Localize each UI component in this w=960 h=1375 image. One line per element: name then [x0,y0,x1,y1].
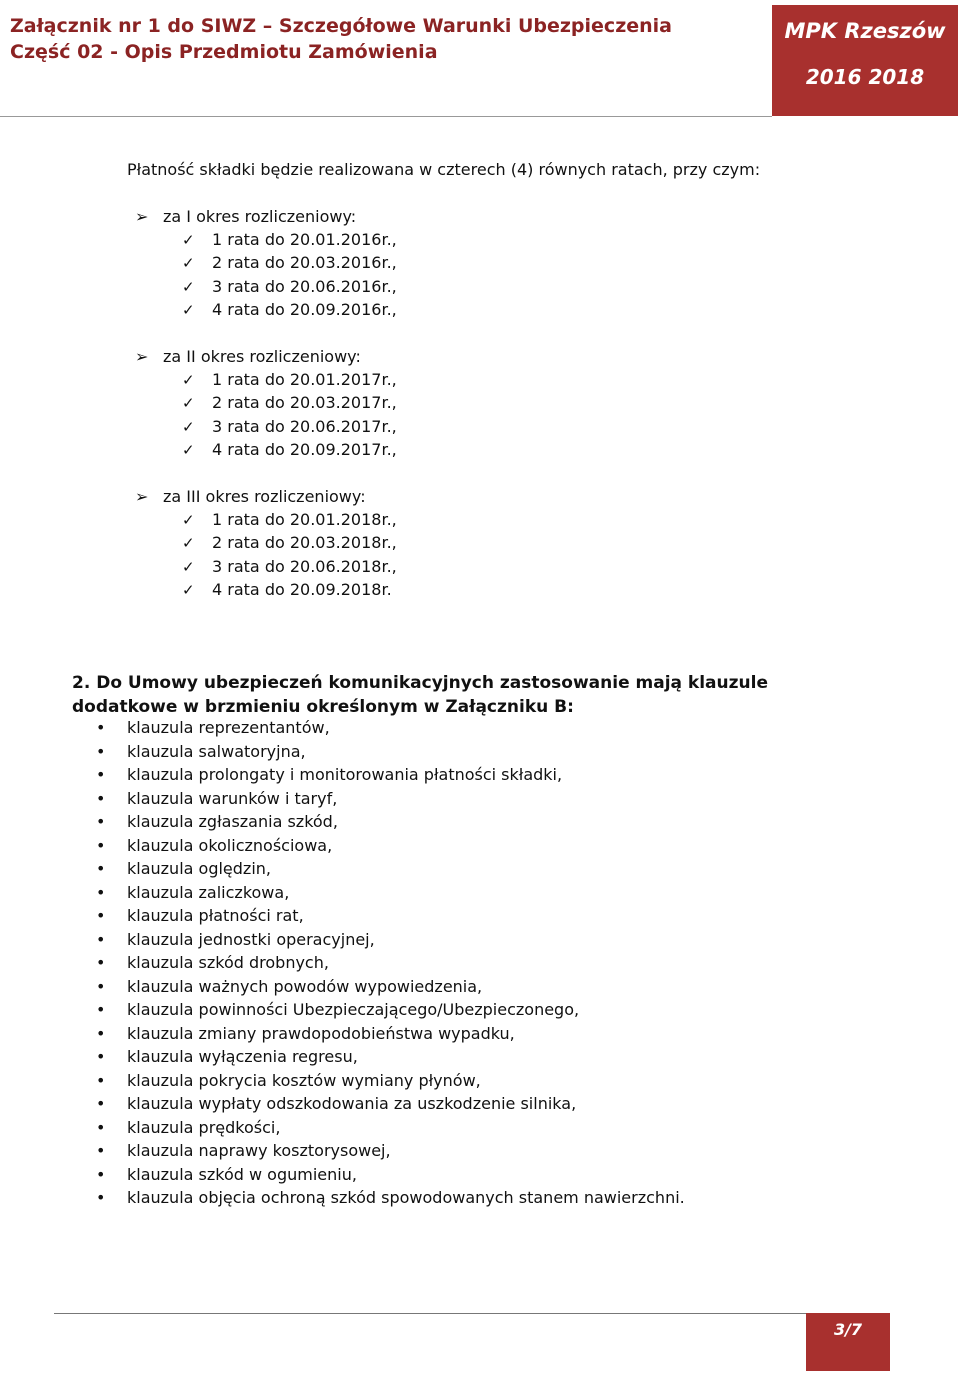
arrow-bullet-icon: ➢ [135,347,149,366]
installment-item [182,393,397,412]
bullet-dot-icon: • [96,1141,106,1160]
clause-text: klauzula prędkości, [127,1117,281,1137]
header-brand-box [772,5,958,116]
period-label [135,347,361,366]
bullet-dot-icon: • [96,929,106,949]
bullet-dot-icon: • [96,906,106,925]
checkmark-icon: ✓ [182,557,195,576]
clause-item [96,1141,391,1160]
installment-item [182,557,397,576]
bullet-dot-icon: • [96,765,106,784]
bullet-dot-icon: • [96,976,106,996]
clause-item [96,765,562,784]
clause-text: klauzula płatności rat, [127,906,304,925]
footer-page-box [806,1313,890,1371]
checkmark-icon: ✓ [182,534,195,553]
checkmark-icon: ✓ [182,300,195,319]
footer-divider [54,1313,806,1314]
installment-text: 2 rata do 20.03.2016r., [212,253,397,273]
bullet-dot-icon: • [96,741,106,761]
checkmark-icon: ✓ [182,277,195,296]
installment-item [182,440,397,459]
checkmark-icon: ✓ [182,417,195,436]
bullet-dot-icon: • [96,812,106,831]
clause-item [96,812,338,831]
clause-text: klauzula wyłączenia regresu, [127,1047,358,1066]
installment-item [182,230,397,249]
header-org: MPK Rzeszów [784,19,946,43]
installment-text: 3 rata do 20.06.2017r., [212,416,397,436]
clause-item [96,718,330,737]
period-label-text: za II okres rozliczeniowy: [163,347,361,366]
installment-item [182,417,397,436]
bullet-dot-icon: • [96,1047,106,1066]
clause-text: klauzula zgłaszania szkód, [127,812,338,831]
clause-item [96,977,482,996]
checkmark-icon: ✓ [182,254,195,273]
installment-text: 3 rata do 20.06.2018r., [212,556,397,576]
installment-item [182,370,397,389]
bullet-dot-icon: • [96,1188,106,1207]
clause-text: klauzula warunków i taryf, [127,788,338,808]
clause-item [96,1024,515,1043]
installment-item [182,300,397,319]
header-title-line1: Załącznik nr 1 do SIWZ – Szczegółowe Warunki Ubezpieczenia [10,15,673,37]
checkmark-icon: ✓ [182,394,195,413]
clause-text: klauzula objęcia ochroną szkód spowodowanych stanem nawierzchni. [127,1188,685,1207]
clause-text: klauzula salwatoryjna, [127,741,306,761]
clause-text: klauzula reprezentantów, [127,718,330,737]
clause-text: klauzula zaliczkowa, [127,882,290,902]
document-header-title [10,13,672,65]
payment-intro: Płatność składki będzie realizowana w czterech (4) równych ratach, przy czym: [127,160,761,179]
clause-text: klauzula oględzin, [127,859,271,878]
clause-item [96,1094,576,1113]
bullet-dot-icon: • [96,953,106,972]
page-number: 3/7 [833,1320,863,1339]
clause-text: klauzula szkód w ogumieniu, [127,1164,357,1184]
period-label-text: za I okres rozliczeniowy: [163,207,357,226]
clause-text: klauzula wypłaty odszkodowania za uszkodzenie silnika, [127,1094,577,1113]
period-label-text: za III okres rozliczeniowy: [163,487,366,506]
clause-item [96,1188,685,1207]
installment-text: 4 rata do 20.09.2017r., [212,439,397,459]
installment-item [182,580,392,599]
bullet-dot-icon: • [96,1094,106,1113]
clause-item [96,789,337,808]
installment-text: 2 rata do 20.03.2018r., [212,533,397,553]
bullet-dot-icon: • [96,1023,106,1043]
clause-item [96,1000,579,1019]
clause-text: klauzula szkód drobnych, [127,953,329,972]
clause-item [96,859,271,878]
bullet-dot-icon: • [96,1070,106,1090]
bullet-dot-icon: • [96,788,106,808]
installment-item [182,510,397,529]
clause-item [96,1071,481,1090]
clause-text: klauzula naprawy kosztorysowej, [127,1141,391,1160]
clause-text: klauzula powinności Ubezpieczającego/Ubezpieczonego, [127,1000,580,1019]
checkmark-icon: ✓ [182,231,195,249]
bullet-dot-icon: • [96,1000,106,1019]
clause-item [96,883,289,902]
installment-text: 1 rata do 20.01.2017r., [212,370,397,389]
section2-heading [72,671,768,719]
clause-text: klauzula ważnych powodów wypowiedzenia, [127,976,483,996]
clause-text: klauzula zmiany prawdopodobieństwa wypadku, [127,1023,515,1043]
bullet-dot-icon: • [96,835,106,855]
clause-item [96,836,332,855]
checkmark-icon: ✓ [182,371,195,389]
clause-item [96,930,375,949]
installment-text: 4 rata do 20.09.2016r., [212,299,397,319]
bullet-dot-icon: • [96,1164,106,1184]
bullet-dot-icon: • [96,882,106,902]
clause-text: klauzula jednostki operacyjnej, [127,929,375,949]
checkmark-icon: ✓ [182,440,195,459]
bullet-dot-icon: • [96,859,106,878]
clause-text: klauzula pokrycia kosztów wymiany płynów, [127,1070,481,1090]
clause-item [96,906,304,925]
installment-text: 3 rata do 20.06.2016r., [212,276,397,296]
arrow-bullet-icon: ➢ [135,487,149,506]
period-label [135,487,366,506]
section2-heading-line2: dodatkowe w brzmieniu określonym w Załączniku B: [72,697,574,717]
installment-text: 2 rata do 20.03.2017r., [212,393,397,413]
clause-text: klauzula okolicznościowa, [127,835,333,855]
bullet-dot-icon: • [96,718,106,737]
clause-text: klauzula prolongaty i monitorowania płatności składki, [127,765,563,784]
installment-item [182,277,397,296]
clause-item [96,1118,280,1137]
header-title-line2: Część 02 - Opis Przedmiotu Zamówienia [10,41,438,63]
bullet-dot-icon: • [96,1117,106,1137]
installment-item [182,533,397,552]
installment-text: 1 rata do 20.01.2016r., [212,230,397,249]
installment-text: 1 rata do 20.01.2018r., [212,510,397,529]
header-divider [0,116,772,117]
period-label [135,207,356,226]
checkmark-icon: ✓ [182,580,195,599]
arrow-bullet-icon: ➢ [135,207,149,226]
installment-text: 4 rata do 20.09.2018r. [212,579,392,599]
header-years: 2016 2018 [805,65,925,89]
clause-item [96,1165,357,1184]
checkmark-icon: ✓ [182,511,195,529]
clause-item [96,953,329,972]
installment-item [182,253,397,272]
section2-heading-line1: 2. Do Umowy ubezpieczeń komunikacyjnych zastosowanie mają klauzule [72,673,768,693]
clause-item [96,742,306,761]
clause-item [96,1047,358,1066]
